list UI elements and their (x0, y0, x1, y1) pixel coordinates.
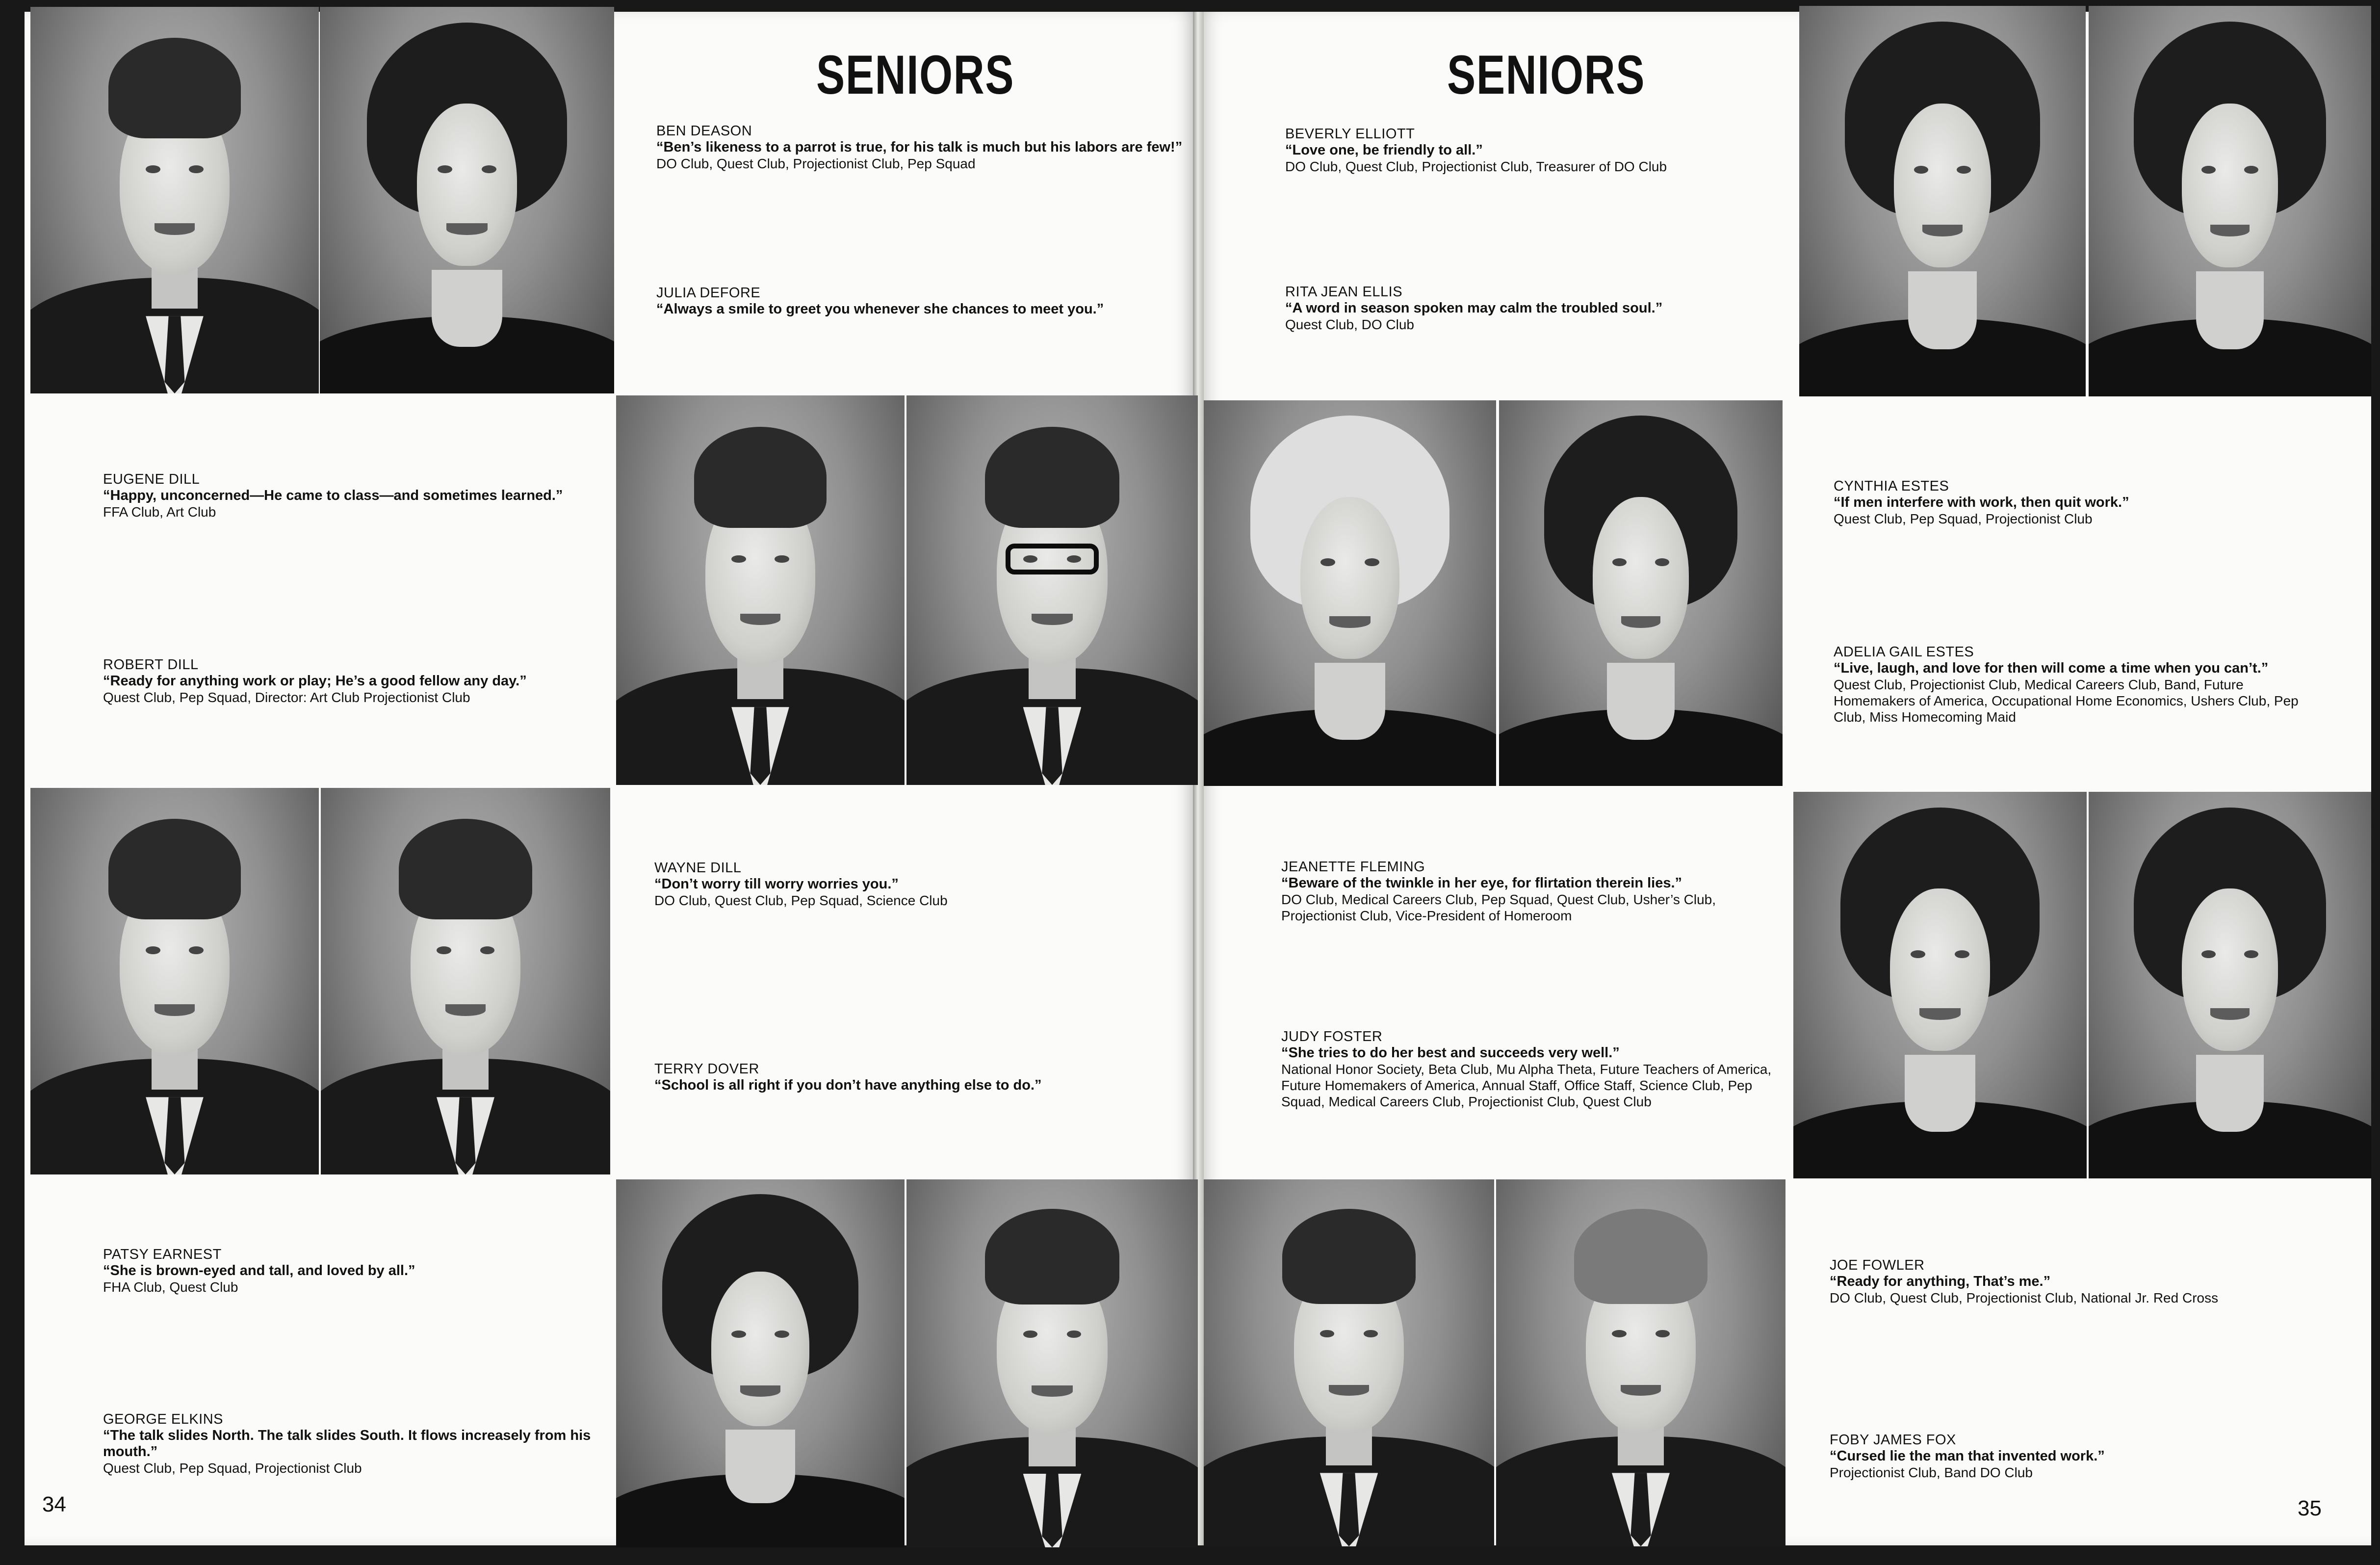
entry-eugene-dill (103, 471, 667, 520)
senior-name: RITA JEAN ELLIS (1285, 284, 1403, 300)
senior-quote: “Love one, be friendly to all.” (1285, 142, 1483, 158)
senior-clubs: FHA Club, Quest Club (103, 1279, 238, 1295)
portrait-judy-foster (2089, 792, 2371, 1178)
senior-quote: “Don’t worry till worry worries you.” (654, 876, 899, 892)
portrait-foby-james-fox (1496, 1179, 1785, 1546)
portrait-robert-dill (906, 395, 1198, 785)
senior-quote: “Ben’s likeness to a parrot is true, for his talk is much but his labors are few!” (656, 139, 1183, 155)
entry-george-elkins (103, 1411, 594, 1476)
senior-name: JULIA DEFORE (656, 285, 761, 301)
entry-robert-dill (103, 656, 594, 705)
portrait-adelia-gail-estes (2089, 6, 2371, 396)
portrait-rita-jean-ellis (1499, 400, 1783, 786)
portrait-julia-defore (320, 7, 614, 393)
left-page-heading: SENIORS (816, 44, 1015, 105)
entry-rita-jean-ellis (1285, 284, 1849, 333)
senior-name: PATSY EARNEST (103, 1247, 222, 1262)
portrait-patsy-earnest (616, 1179, 905, 1547)
portrait-george-elkins (906, 1179, 1198, 1547)
senior-name: FOBY JAMES FOX (1830, 1432, 1956, 1448)
portrait-jeanette-fleming (1793, 792, 2087, 1178)
senior-clubs: DO Club, Quest Club, Pep Squad, Science Club (654, 893, 948, 908)
portrait-wayne-dill (30, 788, 319, 1174)
portrait-beverly-elliott (1204, 400, 1496, 786)
entry-foby-james-fox (1830, 1432, 2380, 1481)
senior-name: CYNTHIA ESTES (1834, 478, 1949, 494)
senior-name: BEN DEASON (656, 123, 752, 139)
senior-clubs: FFA Club, Art Club (103, 504, 216, 520)
senior-name: JUDY FOSTER (1281, 1029, 1383, 1044)
senior-quote: “She tries to do her best and succeeds very well.” (1281, 1045, 1620, 1061)
page-number-right: 35 (2298, 1496, 2322, 1520)
senior-name: JEANETTE FLEMING (1281, 859, 1425, 875)
portrait-joe-fowler (1204, 1179, 1494, 1546)
portrait-cynthia-estes (1799, 6, 2086, 396)
senior-quote: “Beware of the twinkle in her eye, for flirtation therein lies.” (1281, 875, 1682, 891)
senior-name: EUGENE DILL (103, 471, 200, 487)
senior-clubs: Projectionist Club, Band DO Club (1830, 1465, 2033, 1480)
senior-clubs: Quest Club, Pep Squad, Projectionist Club (1834, 511, 2093, 526)
right-page-heading: SENIORS (1447, 44, 1646, 105)
senior-clubs: DO Club, Medical Careers Club, Pep Squad, Quest Club, Usher’s Club, Projectionist Club, Vice-President of Homeroom (1281, 892, 1716, 923)
entry-terry-dover (654, 1061, 1218, 1094)
senior-quote: “A word in season spoken may calm the troubled soul.” (1285, 300, 1663, 316)
senior-quote: “She is brown-eyed and tall, and loved by all.” (103, 1263, 415, 1278)
senior-name: WAYNE DILL (654, 860, 742, 876)
entry-beverly-elliott (1285, 126, 1849, 175)
senior-name: ADELIA GAIL ESTES (1834, 644, 1974, 660)
senior-clubs: Quest Club, Projectionist Club, Medical Careers Club, Band, Future Homemakers of America, Occupational Home Economics, Ushers Club, Pep Club, Miss Homecoming Maid (1834, 677, 2299, 725)
senior-clubs: DO Club, Quest Club, Projectionist Club, Treasurer of DO Club (1285, 159, 1667, 174)
senior-quote: “School is all right if you don’t have anything else to do.” (654, 1077, 1042, 1093)
senior-clubs: DO Club, Quest Club, Projectionist Club, Pep Squad (656, 156, 976, 171)
senior-name: ROBERT DILL (103, 657, 199, 673)
senior-name: GEORGE ELKINS (103, 1411, 224, 1427)
senior-quote: “Ready for anything, That’s me.” (1830, 1274, 2051, 1289)
entry-cynthia-estes (1834, 478, 2380, 527)
entry-patsy-earnest (103, 1246, 667, 1295)
portrait-terry-dover (321, 788, 610, 1174)
entry-adelia-gail-estes (1834, 644, 2324, 725)
senior-quote: “Live, laugh, and love for then will come a time when you can’t.” (1834, 660, 2269, 676)
senior-clubs: DO Club, Quest Club, Projectionist Club, National Jr. Red Cross (1830, 1290, 2219, 1305)
entry-julia-defore (656, 285, 1220, 317)
senior-quote: “Happy, unconcerned—He came to class—and sometimes learned.” (103, 488, 563, 503)
portrait-ben-deason (30, 7, 319, 393)
senior-name: JOE FOWLER (1830, 1257, 1925, 1273)
entry-ben-deason (656, 123, 1220, 172)
senior-clubs: Quest Club, Pep Squad, Projectionist Club (103, 1461, 362, 1476)
senior-clubs: National Honor Society, Beta Club, Mu Alpha Theta, Future Teachers of America, Future Homemakers of America, Annual Staff, Office Staff, Science Club, Pep Squad, Medical Careers Club, Projectionist Club, Quest Club (1281, 1062, 1772, 1109)
senior-quote: “Cursed lie the man that invented work.” (1830, 1448, 2105, 1464)
entry-joe-fowler (1830, 1257, 2380, 1306)
senior-quote: “Ready for anything work or play; He’s a good fellow any day.” (103, 673, 527, 689)
senior-clubs: Quest Club, DO Club (1285, 317, 1414, 332)
entry-wayne-dill (654, 860, 1218, 909)
senior-quote: “If men interfere with work, then quit work.” (1834, 495, 2129, 510)
senior-quote: “The talk slides North. The talk slides South. It flows increasely from his mouth.” (103, 1428, 591, 1460)
senior-name: BEVERLY ELLIOTT (1285, 126, 1415, 142)
senior-quote: “Always a smile to greet you whenever she chances to meet you.” (656, 301, 1104, 317)
entry-judy-foster (1281, 1028, 1772, 1110)
portrait-eugene-dill (616, 395, 905, 785)
senior-clubs: Quest Club, Pep Squad, Director: Art Club Projectionist Club (103, 690, 470, 705)
page-number-left: 34 (42, 1492, 66, 1516)
senior-name: TERRY DOVER (654, 1061, 759, 1077)
entry-jeanette-fleming (1281, 859, 1772, 924)
